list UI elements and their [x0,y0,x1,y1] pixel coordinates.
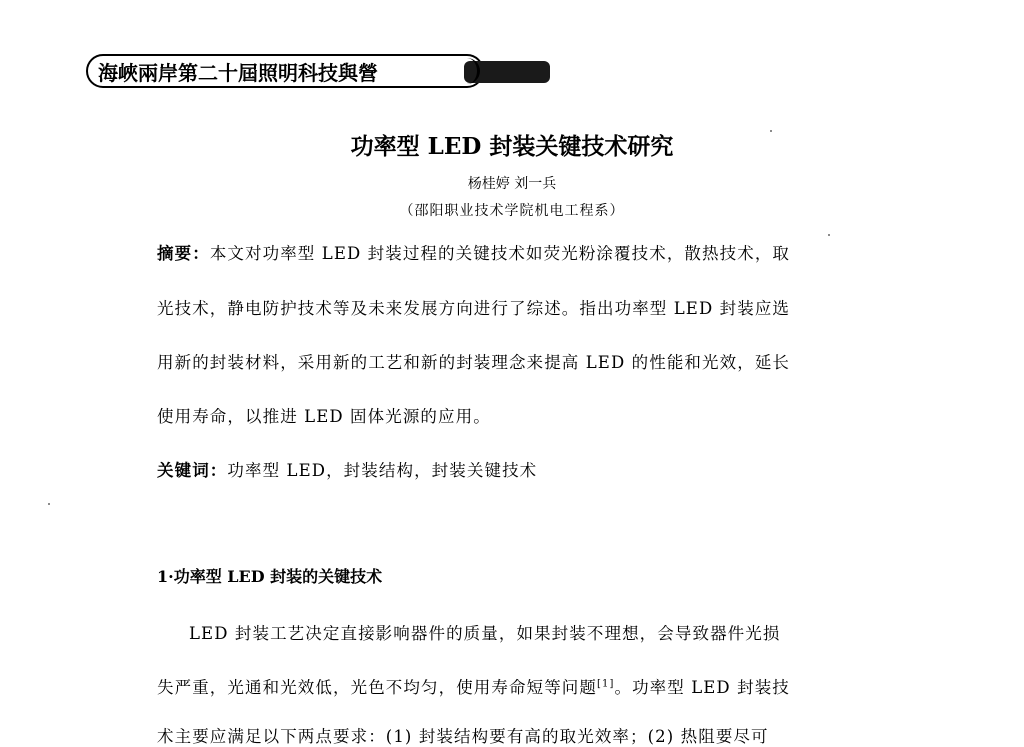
conference-banner [86,54,484,88]
keywords-line [157,457,862,481]
paper-affiliation: （邵阳职业技术学院机电工程系） [399,203,625,219]
abstract-line-4: 使用寿命，以推进 LED 固体光源的应用。 [157,407,491,426]
keywords-text: 功率型 LED，封装结构，封装关键技术 [227,461,538,480]
section-1-line-2b: 。功率型 LED 封装技 [614,678,790,697]
banner-highlight-text: 銷研討會 [378,60,458,85]
abstract-label: 摘要： [157,244,210,263]
section-1-line-2 [157,674,862,698]
section-1-heading: 1·功率型 LED 封装的关键技术 [157,567,383,586]
paper-authors: 杨桂婷 刘一兵 [467,176,557,192]
paper-title: 功率型 LED 封装关键技术研究 [350,133,674,160]
banner-text: 海峽兩岸第二十屆照明科技與營 [98,60,378,85]
keywords-label: 关键词： [157,461,228,480]
citation-ref: [1] [597,678,615,690]
section-1-line-3: 术主要应满足以下两点要求：(1) 封装结构要有高的取光效率；(2) 热阻要尽可 [157,727,769,746]
section-1-line-1: LED 封装工艺决定直接影响器件的质量，如果封装不理想，会导致器件光损 [189,624,781,643]
scan-speck [770,130,772,132]
abstract-text-1: 本文对功率型 LED 封装过程的关键技术如荧光粉涂覆技术，散热技术，取 [209,244,791,263]
abstract-line-1 [157,240,862,264]
scan-speck [48,503,50,505]
banner-highlight-block [464,61,550,83]
scan-speck [828,234,830,236]
abstract-line-3: 用新的封装材料，采用新的工艺和新的封装理念来提高 LED 的性能和光效，延长 [157,353,791,372]
abstract-line-2: 光技术，静电防护技术等及未来发展方向进行了综述。指出功率型 LED 封装应选 [157,299,791,318]
section-1-line-2a: 失严重，光通和光效低，光色不均匀，使用寿命短等问题 [157,678,597,697]
